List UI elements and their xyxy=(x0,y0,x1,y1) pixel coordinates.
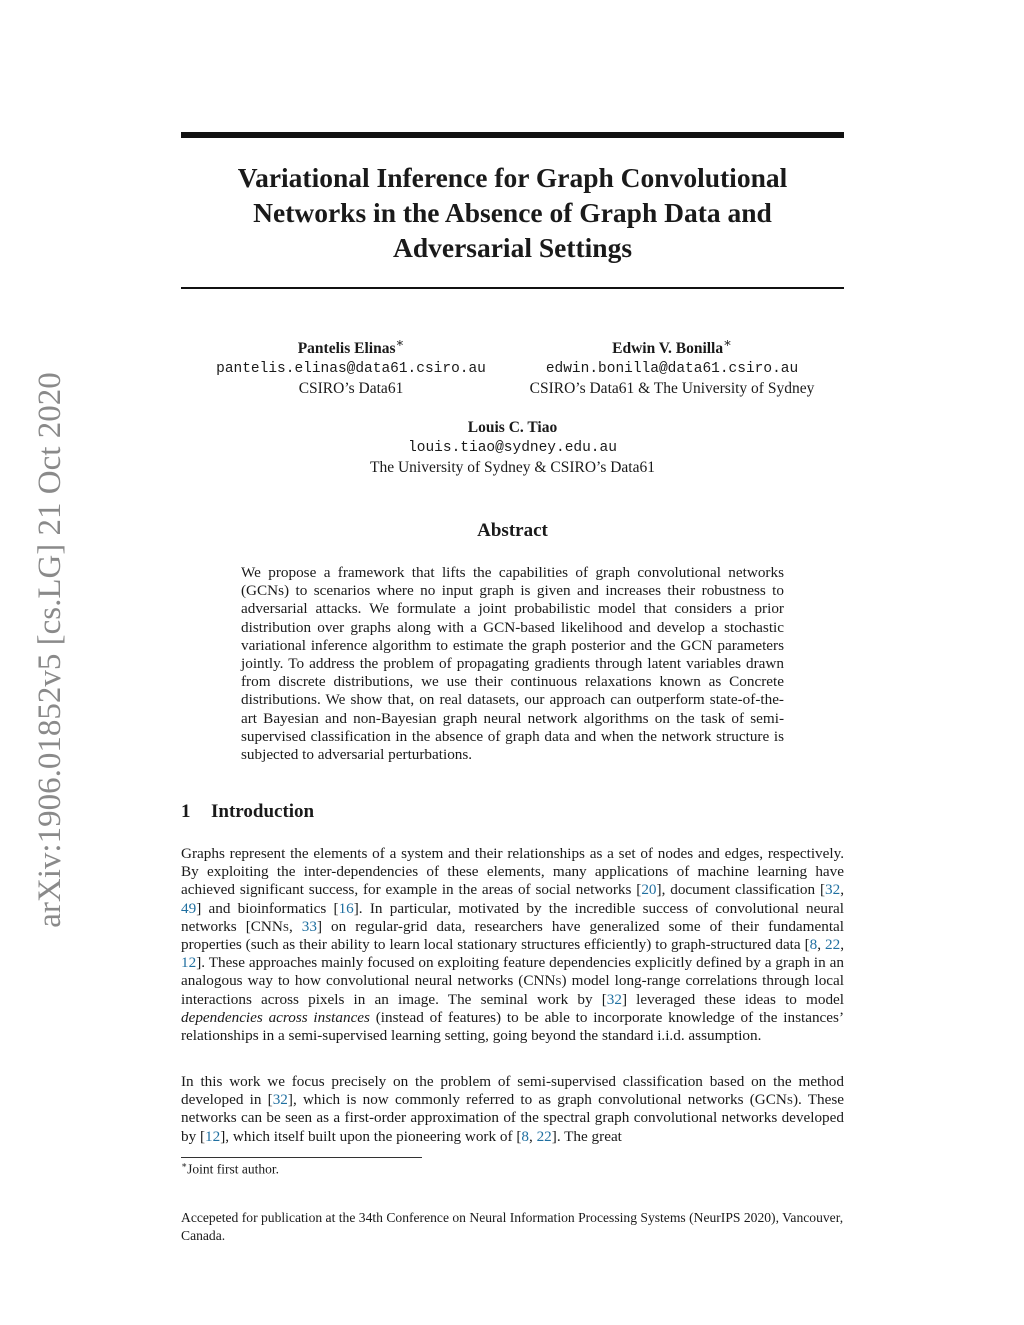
citation-link[interactable]: 33 xyxy=(301,917,317,935)
citation-link[interactable]: 20 xyxy=(641,881,657,899)
section-title: Introduction xyxy=(211,801,315,822)
title-top-rule xyxy=(181,132,844,138)
author-affiliation: CSIRO’s Data61 & The University of Sydney xyxy=(529,380,815,398)
intro-paragraph: In this work we focus precisely on the problem of semi-supervised classification based on the method developed in [32], which is now commonly referred to as graph convolutional networks (GCNs). These networks can be seen as a first-order approximation of the spectral graph convolutional networks developed by [12], which itself built upon the pioneering work of [8, 22]. The great xyxy=(181,1073,844,1145)
paper-title: Variational Inference for Graph Convolutional Networks in the Absence of Graph Data and Adversarial Settings xyxy=(237,162,788,263)
citation-link[interactable]: 8 xyxy=(809,936,818,954)
author-block xyxy=(181,333,521,399)
citation-link[interactable]: 12 xyxy=(181,954,197,972)
author-email[interactable]: pantelis.elinas@data61.csiro.au xyxy=(216,361,486,378)
abstract-heading: Abstract xyxy=(477,520,548,541)
venue-note: Accepeted for publication at the 34th Conference on Neural Information Processing Systems (NeurIPS 2020), Vancouver, Canada. xyxy=(181,1210,844,1243)
section-heading xyxy=(181,801,314,823)
author-affiliation: CSIRO’s Data61 xyxy=(298,380,404,398)
intro-paragraph: Graphs represent the elements of a system and their relationships as a set of nodes and edges, respectively. By exploiting the inter-dependencies of these elements, many applications of machine learning have achieved significant success, for example in the areas of social networks [20], document classification [32, 49] and bioinformatics [16]. In particular, motivated by the incredible success of convolutional neural networks [CNNs, 33] on regular-grid data, researchers have generalized some of their fundamental properties (such as their ability to learn local stationary structures efficiently) to graph-structured data [8, 22, 12]. These approaches mainly focused on exploiting feature dependencies explicitly defined by a graph in an analogous way to how convolutional neural networks (CNNs) model long-range correlations through local interactions across pixels in an image. The seminal work by [32] leveraged these ideas to model dependencies across instances (instead of features) to be able to incorporate knowledge of the instances’ relationships in a semi-supervised learning setting, going beyond the standard i.i.d. assumption. xyxy=(181,845,845,1045)
author-email[interactable]: edwin.bonilla@data61.csiro.au xyxy=(545,361,799,378)
citation-link[interactable]: 22 xyxy=(825,936,841,954)
author-mark: ∗ xyxy=(395,335,405,350)
arxiv-identifier: arXiv:1906.01852v5 [cs.LG] 21 Oct 2020 xyxy=(32,372,68,928)
author-email[interactable]: louis.tiao@sydney.edu.au xyxy=(408,440,617,456)
title-bottom-rule xyxy=(181,287,844,289)
author-mark: ∗ xyxy=(723,335,732,350)
section-number: 1 xyxy=(181,801,191,822)
abstract-text: We propose a framework that lifts the capabilities of graph convolutional networks (GCNs) to scenarios where no input graph is given and increases their robustness to adversarial attacks. We formulate a joint probabilistic model that considers a prior distribution over graphs along with a GCN-based likelihood and develop a stochastic variational inference algorithm to estimate the graph posterior and the GCN parameters jointly. To address the problem of propagating gradients through latent variables drawn from discrete distributions, we use their continuous relaxations known as Concrete distributions. We show that, on real datasets, our approach can outperform state-of-the-art Bayesian and non-Bayesian graph neural network algorithms on the task of semi-supervised classification in the absence of graph data and when the network structure is subjected to adversarial perturbations. xyxy=(241,564,784,764)
citation-link[interactable]: 32 xyxy=(606,990,622,1008)
author-block xyxy=(500,333,844,399)
author-block xyxy=(181,418,844,478)
citation-link[interactable]: 12 xyxy=(205,1127,221,1145)
author-name: Pantelis Elinas xyxy=(297,340,396,358)
citation-link[interactable]: 32 xyxy=(825,881,841,899)
citation-link[interactable]: 8 xyxy=(521,1127,529,1145)
author-affiliation: The University of Sydney & CSIRO’s Data61 xyxy=(369,459,655,476)
author-name: Edwin V. Bonilla xyxy=(612,340,724,358)
citation-link[interactable]: 32 xyxy=(272,1091,288,1109)
author-name: Louis C. Tiao xyxy=(467,419,558,436)
citation-link[interactable]: 16 xyxy=(338,899,354,917)
footnote: ∗Joint first author. xyxy=(181,1160,279,1177)
footnote-rule xyxy=(181,1157,422,1158)
citation-link[interactable]: 22 xyxy=(536,1127,552,1145)
citation-link[interactable]: 49 xyxy=(181,899,197,917)
